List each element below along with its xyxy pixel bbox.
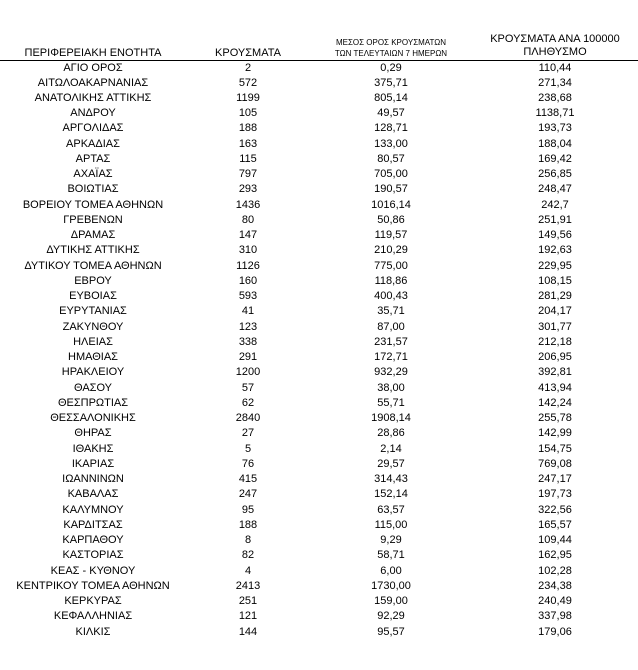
per100k-cell: 271,34: [538, 76, 572, 89]
table-row: [0, 609, 638, 624]
avg7-cell: 6,00: [380, 564, 402, 577]
region-cell: ΙΘΑΚΗΣ: [72, 442, 114, 455]
cases-cell: 293: [238, 183, 258, 196]
per100k-cell: 301,77: [538, 320, 572, 333]
avg7-cell: 55,71: [377, 396, 405, 409]
region-cell: ΚΑΒΑΛΑΣ: [67, 488, 119, 501]
region-cell: ΕΒΡΟΥ: [74, 274, 112, 287]
table-row: [0, 396, 638, 411]
cases-cell: 572: [238, 76, 258, 89]
avg7-cell: 58,71: [377, 549, 405, 562]
avg7-cell: 80,57: [377, 152, 405, 165]
region-cell: ΚΕΝΤΡΙΚΟΥ ΤΟΜΕΑ ΑΘΗΝΩΝ: [16, 579, 170, 592]
per100k-cell: 165,57: [538, 518, 572, 531]
table-row: [0, 121, 638, 136]
cases-cell: 5: [244, 442, 252, 455]
per100k-cell: 229,95: [538, 259, 572, 272]
table-row: [0, 60, 638, 76]
table-row: [0, 594, 638, 609]
avg7-cell: 38,00: [377, 381, 405, 394]
per100k-cell: 162,95: [538, 549, 572, 562]
header-per100k-line1: ΚΡΟΥΣΜΑΤΑ ΑΝΑ 100000: [490, 32, 620, 45]
cases-cell: 593: [238, 290, 258, 303]
table-row: [0, 472, 638, 487]
avg7-cell: 28,86: [377, 427, 405, 440]
per100k-cell: 188,04: [538, 137, 572, 150]
region-cell: ΙΚΑΡΙΑΣ: [71, 457, 115, 470]
per100k-cell: 193,73: [538, 122, 572, 135]
per100k-cell: 108,15: [538, 274, 572, 287]
cases-cell: 1200: [235, 366, 261, 379]
region-cell: ΑΓΙΟ ΟΡΟΣ: [63, 61, 123, 74]
cases-cell: 310: [238, 244, 258, 257]
per100k-cell: 392,81: [538, 366, 572, 379]
table-row: [0, 182, 638, 197]
cases-cell: 144: [238, 625, 258, 638]
per100k-cell: 255,78: [538, 412, 572, 425]
avg7-cell: 92,29: [377, 610, 405, 623]
per100k-cell: 248,47: [538, 183, 572, 196]
table-row: [0, 457, 638, 472]
avg7-cell: 9,29: [380, 534, 402, 547]
avg7-cell: 50,86: [377, 213, 405, 226]
region-cell: ΑΝΔΡΟΥ: [70, 107, 116, 120]
region-cell: ΑΡΤΑΣ: [75, 152, 111, 165]
table-row: [0, 518, 638, 533]
cases-cell: 1126: [236, 259, 260, 272]
avg7-cell: 63,57: [377, 503, 405, 516]
table-row: [0, 533, 638, 548]
table-row: [0, 91, 638, 106]
per100k-cell: 281,29: [538, 290, 572, 303]
avg7-cell: 1016,14: [371, 198, 411, 211]
cases-cell: 163: [238, 137, 258, 150]
cases-cell: 415: [238, 473, 258, 486]
per100k-cell: 242,7: [541, 198, 569, 211]
avg7-cell: 133,00: [374, 137, 408, 150]
per100k-cell: 206,95: [538, 351, 572, 364]
per100k-cell: 149,56: [538, 229, 572, 242]
table-row: [0, 625, 638, 640]
per100k-cell: 154,75: [538, 442, 572, 455]
per100k-cell: 142,24: [538, 396, 572, 409]
region-cell: ΚΑΡΠΑΘΟΥ: [62, 534, 124, 547]
region-cell: ΚΕΡΚΥΡΑΣ: [64, 595, 122, 608]
cases-cell: 115: [239, 152, 257, 165]
table-row: [0, 365, 638, 380]
region-cell: ΗΜΑΘΙΑΣ: [68, 351, 118, 364]
region-cell: ΘΕΣΣΑΛΟΝΙΚΗΣ: [50, 412, 136, 425]
table-row: [0, 289, 638, 304]
cases-cell: 188: [238, 518, 258, 531]
avg7-cell: 0,29: [380, 61, 402, 74]
avg7-cell: 705,00: [374, 168, 408, 181]
avg7-cell: 805,14: [374, 91, 408, 104]
region-cell: ΘΑΣΟΥ: [73, 381, 113, 394]
region-cell: ΚΙΛΚΙΣ: [75, 625, 111, 638]
avg7-cell: 932,29: [374, 366, 408, 379]
cases-cell: 62: [241, 396, 255, 409]
cases-cell: 27: [241, 427, 255, 440]
table-row: [0, 243, 638, 258]
avg7-cell: 210,29: [374, 244, 408, 257]
avg7-cell: 190,57: [374, 183, 408, 196]
per100k-cell: 212,18: [538, 335, 572, 348]
avg7-cell: 128,71: [374, 122, 408, 135]
avg7-cell: 29,57: [377, 457, 405, 470]
region-cell: ΘΕΣΠΡΩΤΙΑΣ: [57, 396, 129, 409]
region-cell: ΓΡΕΒΕΝΩΝ: [63, 213, 123, 226]
avg7-cell: 87,00: [377, 320, 405, 333]
per100k-cell: 102,28: [538, 564, 572, 577]
avg7-cell: 231,57: [374, 335, 408, 348]
cases-cell: 4: [244, 564, 252, 577]
per100k-cell: 179,06: [538, 625, 572, 638]
region-cell: ΕΥΒΟΙΑΣ: [69, 290, 117, 303]
region-cell: ΑΧΑΪΑΣ: [73, 168, 113, 181]
region-cell: ΖΑΚΥΝΘΟΥ: [62, 320, 124, 333]
region-cell: ΚΑΡΔΙΤΣΑΣ: [63, 518, 123, 531]
region-cell: ΚΑΛΥΜΝΟΥ: [62, 503, 124, 516]
avg7-cell: 1730,00: [371, 579, 411, 592]
region-cell: ΑΡΚΑΔΙΑΣ: [66, 137, 120, 150]
table-row: [0, 411, 638, 426]
per100k-cell: 247,17: [538, 473, 572, 486]
per100k-cell: 197,73: [538, 488, 572, 501]
per100k-cell: 169,42: [538, 152, 572, 165]
cases-cell: 247: [238, 488, 258, 501]
cases-cell: 2840: [235, 412, 261, 425]
header-avg7: [310, 0, 472, 60]
per100k-cell: 142,99: [538, 427, 572, 440]
table-row: [0, 274, 638, 289]
region-cell: ΑΙΤΩΛΟΑΚΑΡΝΑΝΙΑΣ: [37, 76, 149, 89]
per100k-cell: 238,68: [538, 91, 572, 104]
region-cell: ΙΩΑΝΝΙΝΩΝ: [62, 473, 124, 486]
table-row: [0, 564, 638, 579]
per100k-cell: 337,98: [538, 610, 572, 623]
cases-cell: 251: [238, 595, 258, 608]
per100k-cell: 256,85: [538, 168, 572, 181]
cases-cell: 160: [238, 274, 258, 287]
cases-cell: 80: [241, 213, 255, 226]
region-cell: ΔΥΤΙΚΗΣ ΑΤΤΙΚΗΣ: [46, 244, 140, 257]
table-row: [0, 213, 638, 228]
table-row: [0, 350, 638, 365]
avg7-cell: 2,14: [380, 442, 402, 455]
cases-cell: 105: [238, 107, 258, 120]
region-cell: ΒΟΡΕΙΟΥ ΤΟΜΕΑ ΑΘΗΝΩΝ: [22, 198, 164, 211]
table-header: [0, 0, 638, 60]
avg7-cell: 152,14: [374, 488, 408, 501]
table-row: [0, 335, 638, 350]
avg7-cell: 375,71: [374, 76, 408, 89]
table-row: [0, 426, 638, 441]
cases-cell: 76: [241, 457, 255, 470]
region-cell: ΑΝΑΤΟΛΙΚΗΣ ΑΤΤΙΚΗΣ: [34, 91, 152, 104]
region-cell: ΔΥΤΙΚΟΥ ΤΟΜΕΑ ΑΘΗΝΩΝ: [24, 259, 162, 272]
cases-cell: 123: [238, 320, 258, 333]
table-row: [0, 487, 638, 502]
region-cell: ΚΑΣΤΟΡΙΑΣ: [62, 549, 124, 562]
table-row: [0, 152, 638, 167]
per100k-cell: 1138,71: [535, 107, 575, 120]
header-per100k-line2: ΠΛΗΘΥΣΜΟ: [523, 45, 587, 58]
avg7-cell: 775,00: [374, 259, 408, 272]
region-cell: ΚΕΑΣ - ΚΥΘΝΟΥ: [50, 564, 136, 577]
avg7-cell: 49,57: [377, 107, 405, 120]
header-avg7-line2: ΤΩΝ ΤΕΛΕΥΤΑΙΩΝ 7 ΗΜΕΡΩΝ: [334, 48, 448, 58]
table-row: [0, 579, 638, 594]
cases-cell: 1436: [235, 198, 261, 211]
table-row: [0, 228, 638, 243]
header-cases: ΚΡΟΥΣΜΑΤΑ: [186, 0, 310, 60]
table-row: [0, 503, 638, 518]
avg7-cell: 118,86: [374, 274, 408, 287]
cases-cell: 2: [244, 61, 252, 74]
per100k-cell: 322,56: [538, 503, 572, 516]
header-per100k: [472, 0, 638, 60]
cases-cell: 2413: [235, 579, 261, 592]
table-row: [0, 106, 638, 121]
cases-cell: 57: [241, 381, 255, 394]
per100k-cell: 234,38: [538, 579, 572, 592]
cases-cell: 291: [238, 351, 258, 364]
cases-cell: 41: [241, 305, 255, 318]
region-cell: ΚΕΦΑΛΛΗΝΙΑΣ: [53, 610, 133, 623]
per100k-cell: 110,44: [538, 61, 572, 74]
per100k-cell: 413,94: [538, 381, 572, 394]
cases-cell: 147: [238, 229, 258, 242]
cases-cell: 338: [238, 335, 258, 348]
avg7-cell: 159,00: [374, 595, 408, 608]
table-row: [0, 304, 638, 319]
per100k-cell: 251,91: [538, 213, 572, 226]
avg7-cell: 119,57: [374, 229, 408, 242]
region-cell: ΗΡΑΚΛΕΙΟΥ: [61, 366, 125, 379]
header-region: ΠΕΡΙΦΕΡΕΙΑΚΗ ΕΝΟΤΗΤΑ: [0, 0, 186, 60]
cases-cell: 188: [238, 122, 258, 135]
table-row: [0, 76, 638, 91]
per100k-cell: 204,17: [538, 305, 572, 318]
region-cell: ΒΟΙΩΤΙΑΣ: [67, 183, 119, 196]
cases-cell: 82: [241, 549, 255, 562]
per100k-cell: 109,44: [538, 534, 572, 547]
table-row: [0, 381, 638, 396]
cases-cell: 797: [238, 168, 258, 181]
region-cell: ΕΥΡΥΤΑΝΙΑΣ: [59, 305, 127, 318]
cases-cell: 95: [241, 503, 255, 516]
table-row: [0, 198, 638, 213]
table-row: [0, 320, 638, 335]
per100k-cell: 240,49: [538, 595, 572, 608]
table-body: [0, 60, 638, 640]
per100k-cell: 192,63: [538, 244, 572, 257]
header-row: [0, 0, 638, 60]
cases-cell: 121: [238, 610, 258, 623]
cases-cell: 8: [244, 534, 252, 547]
region-cell: ΘΗΡΑΣ: [74, 427, 112, 440]
avg7-cell: 1908,14: [371, 412, 411, 425]
region-cell: ΗΛΕΙΑΣ: [73, 335, 113, 348]
avg7-cell: 95,57: [377, 625, 405, 638]
region-cell: ΑΡΓΟΛΙΔΑΣ: [62, 122, 124, 135]
avg7-cell: 172,71: [374, 351, 408, 364]
table-row: [0, 137, 638, 152]
table-row: [0, 548, 638, 563]
table-row: [0, 442, 638, 457]
avg7-cell: 35,71: [377, 305, 405, 318]
header-avg7-line1: ΜΕΣΟΣ ΟΡΟΣ ΚΡΟΥΣΜΑΤΩΝ: [335, 37, 447, 47]
avg7-cell: 400,43: [374, 290, 408, 303]
table-row: [0, 259, 638, 274]
avg7-cell: 115,00: [374, 518, 408, 531]
avg7-cell: 314,43: [374, 473, 408, 486]
per100k-cell: 769,08: [538, 457, 572, 470]
cases-cell: 1199: [236, 91, 260, 104]
table-row: [0, 167, 638, 182]
region-cell: ΔΡΑΜΑΣ: [70, 229, 116, 242]
